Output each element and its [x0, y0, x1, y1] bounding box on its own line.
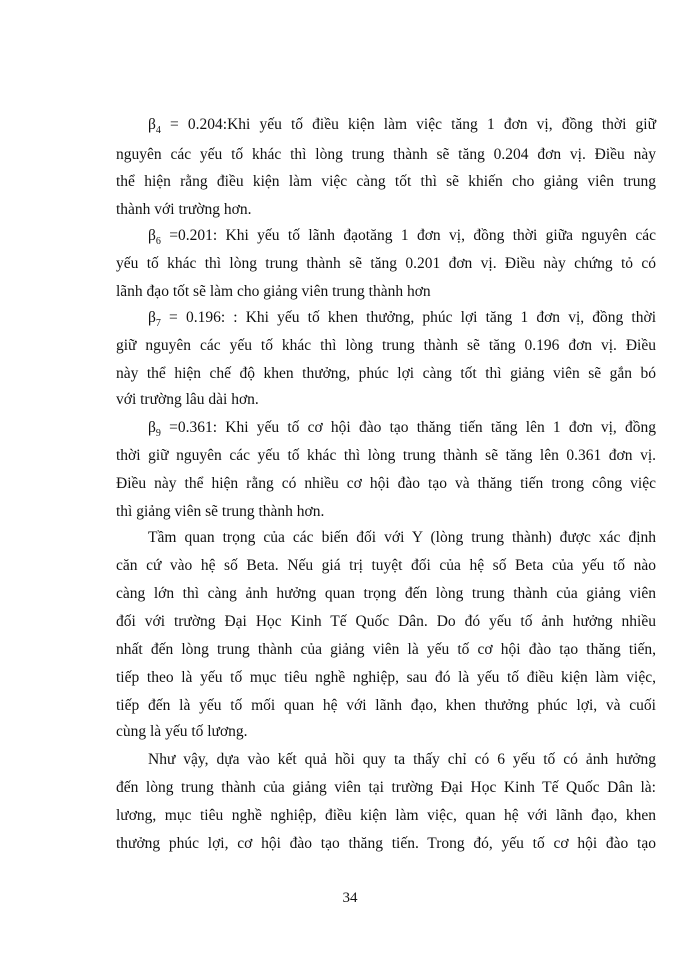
text-line: đối với trường Đại Học Kinh Tế Quốc Dân. Do đó yếu tố ảnh hưởng nhiều	[116, 613, 656, 630]
text-line: nhất đến lòng trung thành của giảng viên là yếu tố cơ hội đào tạo thăng tiến,	[116, 641, 656, 658]
text-line: lãnh đạo tốt sẽ làm cho giảng viên trung thành hơn	[116, 283, 431, 300]
text-line: thì giảng viên sẽ trung thành hơn.	[116, 503, 325, 520]
text-line: thể hiện rằng điều kiện làm việc càng tốt thì sẽ khiến cho giảng viên trung	[116, 173, 656, 190]
text-line: $\beta_9 =0.361$: Khi yếu tố cơ hội đào tạo thăng tiến tăng lên 1 đơn vị, đồng	[148, 419, 656, 440]
text-line: lương, mục tiêu nghề nghiệp, điều kiện làm việc, quan hệ với lãnh đạo, khen	[116, 807, 656, 824]
text-line: $\beta_6 =0.201$: Khi yếu tố lãnh đạotăng 1 đơn vị, đồng thời giữa nguyên các	[148, 227, 656, 248]
text-line: càng lớn thì càng ảnh hưởng quan trọng đến lòng trung thành của giảng viên	[116, 585, 656, 602]
text-line: thành với trường hơn.	[116, 201, 252, 218]
text-line: $\beta_4$ = 0.204:Khi yếu tố điều kiện làm việc tăng 1 đơn vị, đồng thời giữ	[148, 116, 656, 137]
text-line: cùng là yếu tố lương.	[116, 723, 248, 740]
text-line: thời giữ nguyên các yếu tố khác thì lòng trung thành sẽ tăng lên 0.361 đơn vị.	[116, 447, 656, 464]
text-line: Như vậy, dựa vào kết quả hồi quy ta thấy chỉ có 6 yếu tố có ảnh hưởng	[148, 751, 656, 768]
text-line: giữ nguyên các yếu tố khác thì lòng trung thành sẽ tăng 0.196 đơn vị. Điều	[116, 337, 656, 354]
text-line: đến lòng trung thành của giảng viên tại trường Đại Học Kinh Tế Quốc Dân là:	[116, 779, 656, 796]
text-line: tiếp đến là yếu tố mối quan hệ với lãnh đạo, khen thưởng phúc lợi, và cuối	[116, 697, 656, 714]
text-line: $\beta_7 = 0.196$: : Khi yếu tố khen thưởng, phúc lợi tăng 1 đơn vị, đồng thời	[148, 309, 656, 330]
text-line: này thể hiện chế độ khen thưởng, phúc lợi càng tốt thì giảng viên sẽ gắn bó	[116, 365, 656, 382]
text-line: thưởng phúc lợi, cơ hội đào tạo thăng tiến. Trong đó, yếu tố cơ hội đào tạo	[116, 835, 656, 852]
text-line: căn cứ vào hệ số Beta. Nếu giá trị tuyệt đối của hệ số Beta của yếu tố nào	[116, 557, 656, 574]
text-line: nguyên các yếu tố khác thì lòng trung thành sẽ tăng 0.204 đơn vị. Điều này	[116, 146, 656, 163]
text-line: Điều này thể hiện rằng có nhiều cơ hội đào tạo và thăng tiến trong công việc	[116, 475, 656, 492]
text-line: tiếp theo là yếu tố mục tiêu nghề nghiệp, sau đó là yếu tố điều kiện làm việc,	[116, 669, 656, 686]
text-line: với trường lâu dài hơn.	[116, 391, 259, 408]
text-line: Tầm quan trọng của các biến đối với Y (lòng trung thành) được xác định	[148, 529, 656, 546]
text-line: yếu tố khác thì lòng trung thành sẽ tăng 0.201 đơn vị. Điều này chứng tỏ có	[116, 255, 656, 272]
page-number: 34	[342, 890, 358, 906]
